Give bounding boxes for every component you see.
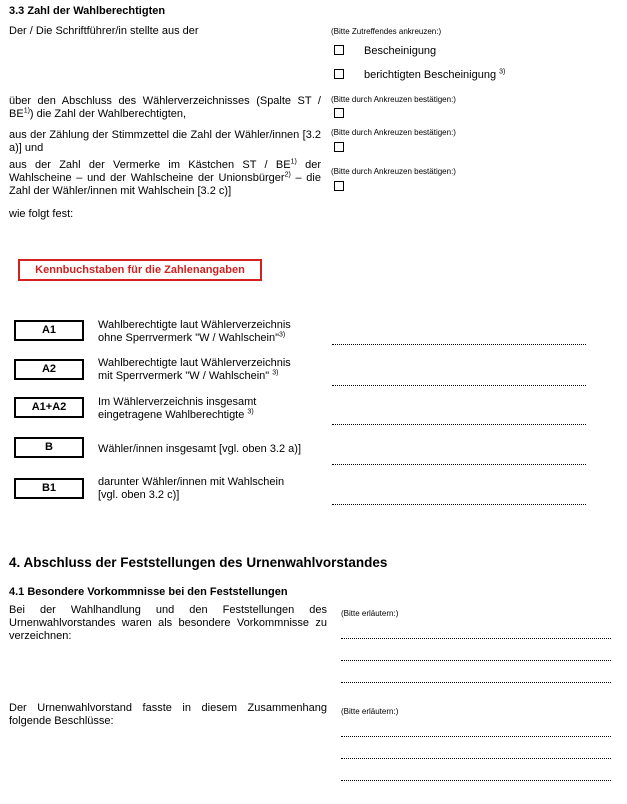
- section-heading-4-1: 4.1 Besondere Vorkommnisse bei den Feststellungen: [9, 586, 288, 598]
- checkbox-berichtigte-bescheinigung[interactable]: [334, 69, 344, 79]
- section-heading-4: 4. Abschluss der Feststellungen des Urnenwahlvorstandes: [9, 555, 388, 570]
- hint-confirm-1: (Bitte durch Ankreuzen bestätigen:): [331, 95, 456, 104]
- code-desc-a1-a2: Im Wählerverzeichnis insgesamt eingetragene Wahlberechtigte $^{3)}$: [98, 396, 257, 421]
- entry-line-vorkommnisse-2[interactable]: [341, 660, 611, 661]
- code-desc-a1: Wahlberechtigte laut Wählerverzeichnis ohne Sperrvermerk "W / Wahlschein"$^{3)}$: [98, 319, 291, 344]
- entry-line-beschluesse-3[interactable]: [341, 780, 611, 781]
- entry-line-b[interactable]: [332, 464, 586, 465]
- hint-explain-2: (Bitte erläutern:): [341, 707, 399, 716]
- paragraph-waehler: aus der Zählung der Stimmzettel die Zahl der Wähler/innen [3.2 a)] und: [9, 129, 321, 154]
- code-box-b1: B1: [14, 478, 84, 499]
- paragraph-vorkommnisse: Bei der Wahlhandlung und den Feststellungen des Urnenwahlvorstandes waren als besondere Vorkommnisse zu verzeichnen:: [9, 604, 327, 642]
- code-box-b: B: [14, 437, 84, 458]
- checkbox-confirm-1[interactable]: [334, 108, 344, 118]
- hint-confirm-3: (Bitte durch Ankreuzen bestätigen:): [331, 167, 456, 176]
- checkbox-confirm-2[interactable]: [334, 142, 344, 152]
- code-box-a1: A1: [14, 320, 84, 341]
- option-berichtigte-label: berichtigten Bescheinigung $^{3)}$: [364, 68, 506, 81]
- paragraph-wahlschein: aus der Zahl der Vermerke im Kästchen ST / BE$^{1)}$ der Wahlscheine – und der Wahlscheine der Unionsbürger$^{2)}$ – die Zahl der Wähler/innen mit Wahlschein [3.2 c)]: [9, 158, 321, 197]
- code-desc-b: Wähler/innen insgesamt [vgl. oben 3.2 a)]: [98, 443, 302, 455]
- paragraph-beschluesse: Der Urnenwahlvorstand fasste in diesem Zusammenhang folgende Beschlüsse:: [9, 702, 327, 727]
- hint-select: (Bitte Zutreffendes ankreuzen:): [331, 27, 442, 36]
- code-desc-a2: Wahlberechtigte laut Wählerverzeichnis mit Sperrvermerk "W / Wahlschein" $^{3)}$: [98, 357, 291, 382]
- entry-line-a1-a2[interactable]: [332, 424, 586, 425]
- entry-line-a1[interactable]: [332, 344, 586, 345]
- entry-line-b1[interactable]: [332, 504, 586, 505]
- entry-line-vorkommnisse-3[interactable]: [341, 682, 611, 683]
- entry-line-vorkommnisse-1[interactable]: [341, 638, 611, 639]
- entry-line-beschluesse-2[interactable]: [341, 758, 611, 759]
- intro-text: Der / Die Schriftführer/in stellte aus der: [9, 25, 199, 37]
- option-bescheinigung-label: Bescheinigung: [364, 45, 437, 57]
- entry-line-a2[interactable]: [332, 385, 586, 386]
- section-heading-3-3: 3.3 Zahl der Wahlberechtigten: [9, 5, 166, 17]
- codes-title-box: Kennbuchstaben für die Zahlenangaben: [18, 259, 262, 281]
- code-desc-b1: darunter Wähler/innen mit Wahlschein [vgl. oben 3.2 c)]: [98, 476, 285, 501]
- paragraph-fest: wie folgt fest:: [9, 208, 74, 220]
- checkbox-bescheinigung[interactable]: [334, 45, 344, 55]
- hint-explain-1: (Bitte erläutern:): [341, 609, 399, 618]
- code-box-a2: A2: [14, 359, 84, 380]
- checkbox-confirm-3[interactable]: [334, 181, 344, 191]
- entry-line-beschluesse-1[interactable]: [341, 736, 611, 737]
- hint-confirm-2: (Bitte durch Ankreuzen bestätigen:): [331, 128, 456, 137]
- code-box-a1-a2: A1+A2: [14, 397, 84, 418]
- paragraph-wahlberechtigte: über den Abschluss des Wählerverzeichnisses (Spalte ST / BE$^{1)}$) die Zahl der Wahlberechtigten,: [9, 95, 321, 120]
